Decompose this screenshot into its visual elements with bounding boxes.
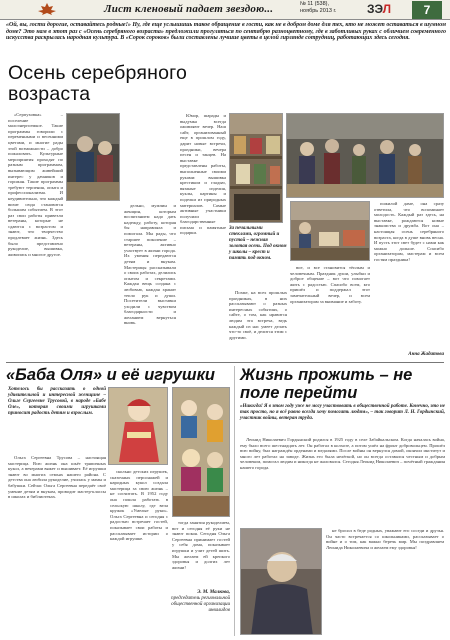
photo-toy-collection: [172, 387, 230, 517]
article1-col6: пожилой даме, она сразу ответила, что вспоминает молодость. Каждый раз здесь, на выставке, рождаются новые знакомства и дружба. Вот она – настоящая осень серебряного возраста, когда в душе вновь весна. И пусть этот свет будет с нами как можно дольше. Спасибо организаторам, мастерам и всем гостям праздника!: [374, 201, 444, 262]
section-divider: [6, 362, 444, 363]
article3-headline: Жизнь прожить – не поле перейти: [240, 366, 413, 402]
article2-lead: Хотелось бы рассказать о одной удивительной и интересной женщине – Ольге Сергеевне Трусовой, в народе «Бабе Оле», которая своими игрушками приносит радость детям и взрослым.: [8, 387, 106, 416]
article2-headline: «Баба Оля» и её игрушки: [6, 366, 216, 384]
photo-exhibition-shelf-image: [230, 114, 283, 223]
article2-col2: скольно детских игрушек, сказочных персонажей и народных кукол создала мастерица за свою жизнь – не сосчитать. В 1952 году она пошла работать в сельскую школу, где вела кружок «Умелые руки». Ольга Сергеевна и сегодня с радостью встречает гостей, показывает свои работы и рассказывает истории о каждой игрушке.: [110, 469, 168, 542]
photo-crafts-table-image: [291, 202, 370, 261]
photo-exhibition-crowd-image: [287, 114, 444, 198]
photo-exhibition-crowd: [286, 113, 444, 198]
article2-signature: [150, 590, 230, 614]
article1-lead: «Ой, вы, гости дорогие, оставайтесь родные!» Ну, где еще услышишь такое обращение в гости, как не в добром доме для тех, кто не может оставаться в шумном доме? Это нам в этот раз с «Осень серебряного возраста» предложили прогуляться по сентябрю разноцветному, где в заботливых руках с обличием современного искусства раскрылась народная культура. В «Сорок сороков» были составлены лучшие цветы в целой гирлянде сотрудниц, работающих здесь сегодня.: [6, 22, 446, 42]
article1-headline: Осень серебряного возраста: [8, 62, 188, 105]
article2-sign-role: председатель региональной общественной организации инвалидов: [171, 596, 230, 613]
column-divider: [234, 366, 235, 636]
article1-col1: «Серпуховка» – поселение малоэнергоемкое. Такие программы говорили с переменными и весенними цветами, и многие рады этой возможности – добро пожаловать. Культурные мероприятия проходят по разным программам, вызывающим живейший интерес у дачников и горожан. Такие программы требуют терпения, опыта и профессионализма. И неудивительно, что каждый визит сюда становится большим событием. В этот раз свои работы привезли ветераны, которые не сдаются с возрастом и знают, что творчество продлевает жизнь. Здесь было представлено рукоделие, вышивка, живопись и многое другое.: [8, 112, 63, 257]
article1-col2: дельно, мужчин и женщин, которым воспитанием надо дать надежду, работу, которая бы направляла и помогала. Мы рады, что старшее поколение – ветераны, активно участвует в жизни города. Их умения передаются детям и внукам. Мастерицы рассказывали о своих работах, делились опытом и секретами. Каждая вещь создана с любовью, каждая хранит тепло рук и души. Посетители выставки уходили с чувством благодарности и желанием вернуться вновь.: [124, 203, 176, 326]
photo-crafts-table: [290, 201, 370, 261]
photo-toy-doll: [108, 387, 168, 465]
page-header-title: Лист кленовый падает звездою...: [104, 3, 274, 15]
photo-veteran-portrait-image: [241, 529, 322, 635]
article2-col3: тогда занятия рукоделием, вот и сегодня её руки не знают покоя. Сегодня Ольга Сергеевна принимает гостей у себя дома, показывает игрушки и учит детей шить. Мы желаем ей крепкого здоровья и долгих лет жизни!: [172, 520, 230, 570]
article1-col5: вое, и все становится тёплым и человечным. Праздник души, улыбки и доброе общение – вот что помогает жить с радостью. Спасибо всем, кто пришёл и поддержал этот замечательный вечер, и всем организаторам за внимание и заботу.: [290, 265, 370, 304]
photo-veteran-portrait: [240, 528, 322, 635]
article1-author: Анна Жадатова: [408, 352, 444, 357]
article2-sign-name: Э. М. Малкова,: [197, 590, 230, 595]
article3-col2: не бросил в беде родных, уважают его соседи и друзья. Он часто встречается со школьниками, рассказывает о войне и о том, как важно беречь мир. Мы поздравляем Леонида Николаевича и желаем ему здоровья!: [326, 528, 444, 550]
article1-col4: Позже, на всех прошлых праздниках, в них рассказывают о разных интересных событиях, о сайте, о том, как нравится людям эта встреча, ведь каждый из нас умеет делать что-то своё, и делится этим с другими.: [229, 290, 287, 340]
photo-elderly-visitors: [66, 113, 120, 201]
article3-lead: «Никогда! Я в этом году уже не могу участвовать в общественной работе. Конечно, это не так просто, но я всё равно всегда хочу помогать людям», – так говорит Л. Н. Гордынский, участник войны, ветеран труда.: [240, 404, 445, 421]
article2-col1: Ольга Сергеевна Трусова – настоящая мастерица. Всю жизнь она шьёт тряпичных кукол, а вечерами вяжет и вышивает. Её игрушки знают во многих семьях нашего района. С детства она любила рукоделие, училась у мамы и бабушки. Сейчас Ольга Сергеевна передаёт своё умение детям и внукам, проводит мастер-классы в школах и библиотеках.: [8, 455, 106, 500]
newspaper-logo: ЗЭЛ: [367, 2, 392, 16]
article3-col1: Леонид Николаевич Гордынский родился в 1925 году в селе Забайкальском. Когда началась война, ему было всего шестнадцать лет. Он работал в колхозе, а потом ушёл на фронт добровольцем. Прошёл всю войну, был награждён орденами и медалями. После войны он вернулся домой, окончил институт и много лет работал на заводе. Жизнь его была нелёгкой, но он всегда оставался честным и добрым человеком, помогал людям и никогда не жаловался. Сегодня Леонид Николаевич – почётный гражданин нашего города.: [240, 437, 445, 470]
article1-col3: Юмор, шарады и выдумка всегда оживляют вечер. Наш сайт, организованный еще в прошлом году, дарит новые встречи, праздники, вечера песен и танцев. На выставке представлены работы, выполненные своими руками: вышивка крестиком и гладью, вязаные изделия, куклы, картины и поделки из природных материалов. Самые активные участники получили благодарственные письма и памятные подарки.: [180, 113, 226, 236]
issue-number: № 11 (538), ноябрь 2013 г.: [300, 1, 337, 14]
photo-exhibition-shelf: [229, 113, 283, 223]
photo-toy-doll-image: [109, 388, 168, 465]
page-header: [0, 0, 450, 20]
maple-leaf-icon: [36, 2, 58, 16]
article1-photo-caption: За печальными стеклами, огромный и пустой – нежная золотая осень. Под окном у школы – крест и память под окном.: [229, 226, 287, 261]
photo-elderly-visitors-image: [67, 114, 120, 201]
page-number: 7: [412, 1, 442, 19]
photo-toy-collection-image: [173, 388, 230, 517]
